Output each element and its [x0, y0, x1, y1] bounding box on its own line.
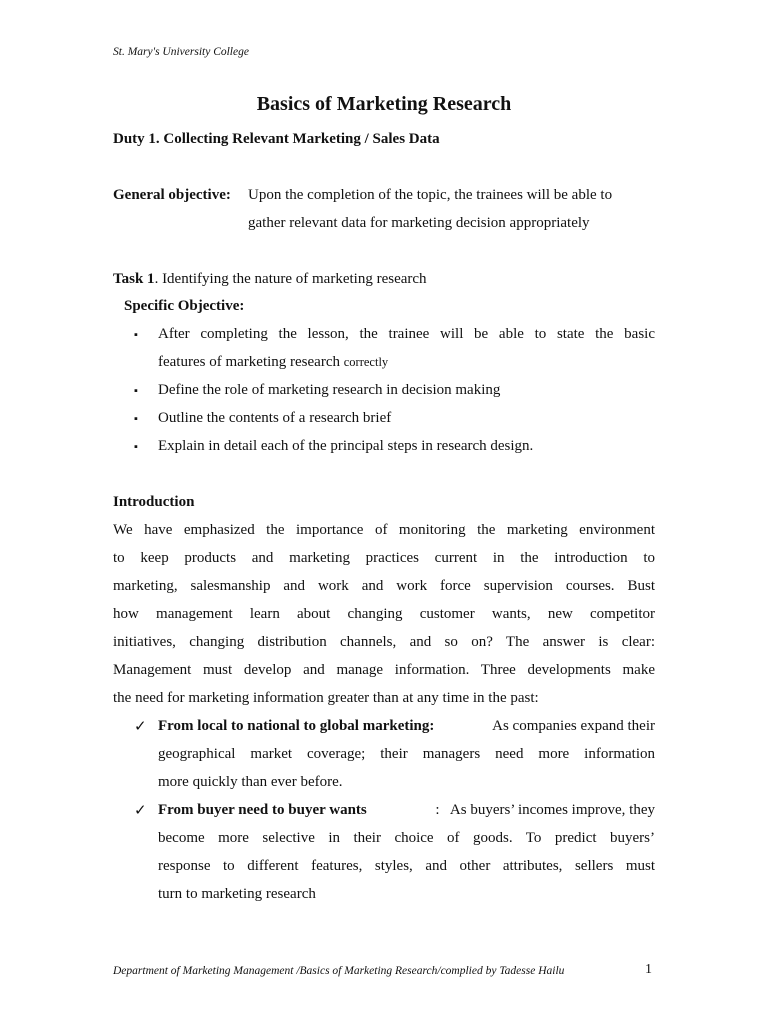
intro-line-4: how management learn about changing customer wants, new competitor	[113, 606, 655, 622]
objective-item-3: Outline the contents of a research brief	[158, 410, 392, 426]
task-heading	[113, 271, 427, 288]
task-label: Task 1	[113, 271, 155, 287]
objective-item-1-text: features of marketing research	[158, 354, 340, 370]
intro-line-1: We have emphasized the importance of monitoring the marketing environment	[113, 522, 655, 538]
development-1-line-2: geographical market coverage; their managers need more information	[158, 746, 655, 762]
general-objective-label: General objective:	[113, 187, 231, 203]
general-objective-line-1: Upon the completion of the topic, the trainees will be able to	[248, 187, 613, 203]
intro-line-7: the need for marketing information greater than at any time in the past:	[113, 690, 539, 706]
task-text: . Identifying the nature of marketing research	[154, 271, 427, 287]
checkmark-icon: ✓	[134, 803, 147, 819]
specific-objective-label: Specific Objective:	[124, 298, 245, 314]
development-1-text: As companies expand their	[492, 718, 655, 734]
objective-item-2: Define the role of marketing research in decision making	[158, 382, 501, 398]
development-2-line-4: turn to marketing research	[158, 886, 316, 902]
checkmark-icon: ✓	[134, 719, 147, 735]
general-objective-line-2: gather relevant data for marketing decision appropriately	[248, 215, 590, 231]
duty-heading: Duty 1. Collecting Relevant Marketing / Sales Data	[113, 131, 440, 147]
bullet-icon: ▪	[134, 329, 138, 341]
objective-item-1-line-2	[158, 354, 388, 371]
development-2-text: : As buyers’ incomes improve, they	[435, 802, 655, 818]
page-header: St. Mary's University College	[113, 46, 249, 58]
objective-item-1-small: correctly	[343, 355, 389, 369]
bullet-icon: ▪	[134, 385, 138, 397]
development-1-label: From local to national to global marketing:	[158, 718, 435, 734]
page-number: 1	[645, 962, 652, 977]
page-footer: Department of Marketing Management /Basics of Marketing Research/complied by Tadesse Hailu	[113, 965, 565, 977]
development-1-line-3: more quickly than ever before.	[158, 774, 343, 790]
document-title: Basics of Marketing Research	[256, 93, 512, 115]
objective-item-1-line-1: After completing the lesson, the trainee will be able to state the basic	[158, 326, 655, 342]
intro-line-2: to keep products and marketing practices current in the introduction to	[113, 550, 655, 566]
development-2-line-3: response to different features, styles, and other attributes, sellers must	[158, 858, 655, 874]
intro-line-5: initiatives, changing distribution channels, and so on? The answer is clear:	[113, 634, 655, 650]
development-2-line-2: become more selective in their choice of goods. To predict buyers’	[158, 830, 655, 846]
development-2-line-1	[158, 802, 655, 819]
bullet-icon: ▪	[134, 441, 138, 453]
intro-line-3: marketing, salesmanship and work and work force supervision courses. Bust	[113, 578, 655, 594]
bullet-icon: ▪	[134, 413, 138, 425]
development-1-line-1	[158, 718, 655, 735]
intro-line-6: Management must develop and manage information. Three developments make	[113, 662, 655, 678]
development-2-label: From buyer need to buyer wants	[158, 802, 367, 818]
introduction-heading: Introduction	[113, 494, 195, 510]
objective-item-4: Explain in detail each of the principal steps in research design.	[158, 438, 534, 454]
